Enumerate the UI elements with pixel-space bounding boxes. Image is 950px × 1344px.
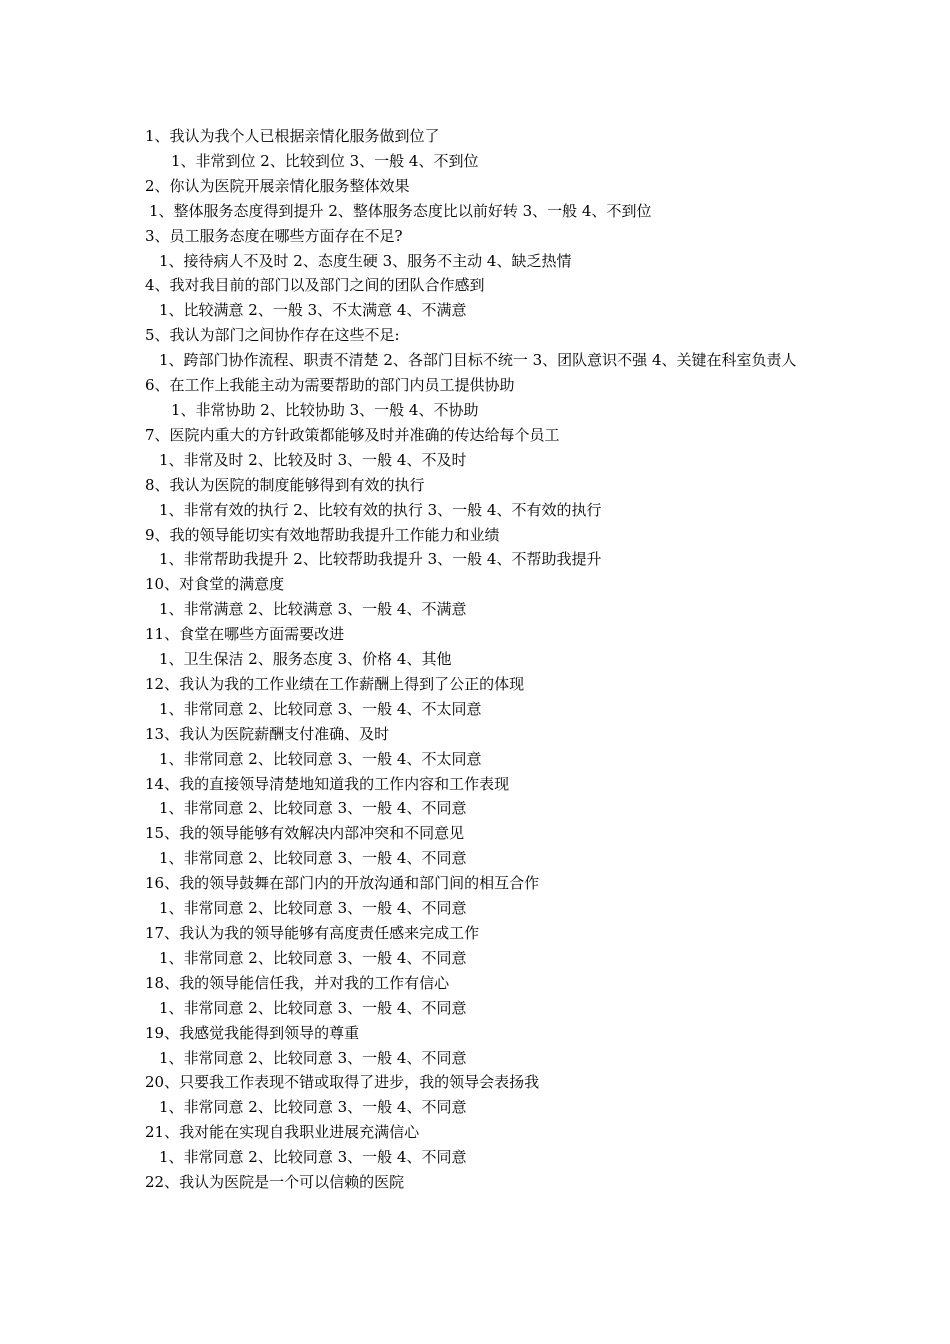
answer-options-15: 1、非常同意 2、比较同意 3、一般 4、不同意 xyxy=(159,849,467,868)
answer-options-4: 1、比较满意 2、一般 3、不太满意 4、不满意 xyxy=(159,301,467,320)
answer-options-17: 1、非常同意 2、比较同意 3、一般 4、不同意 xyxy=(159,948,467,967)
answer-options-12: 1、非常同意 2、比较同意 3、一般 4、不太同意 xyxy=(159,699,482,718)
answer-options-11: 1、卫生保洁 2、服务态度 3、价格 4、其他 xyxy=(159,650,452,669)
question-5: 5、我认为部门之间协作存在这些不足: xyxy=(145,326,400,345)
answer-options-20: 1、非常同意 2、比较同意 3、一般 4、不同意 xyxy=(159,1098,467,1117)
question-16: 16、我的领导鼓舞在部门内的开放沟通和部门间的相互合作 xyxy=(145,874,540,893)
answer-options-16: 1、非常同意 2、比较同意 3、一般 4、不同意 xyxy=(159,899,467,918)
question-6: 6、在工作上我能主动为需要帮助的部门内员工提供协助 xyxy=(145,376,515,395)
question-7: 7、医院内重大的方针政策都能够及时并准确的传达给每个员工 xyxy=(145,425,560,444)
question-17: 17、我认为我的领导能够有高度责任感来完成工作 xyxy=(145,924,480,942)
question-12: 12、我认为我的工作业绩在工作薪酬上得到了公正的体现 xyxy=(145,674,525,693)
answer-options-6: 1、非常协助 2、比较协助 3、一般 4、不协助 xyxy=(171,400,479,419)
answer-options-10: 1、非常满意 2、比较满意 3、一般 4、不满意 xyxy=(159,600,467,619)
answer-options-1: 1、非常到位 2、比较到位 3、一般 4、不到位 xyxy=(171,151,479,170)
question-4: 4、我对我目前的部门以及部门之间的团队合作感到 xyxy=(145,276,485,295)
answer-options-19: 1、非常同意 2、比较同意 3、一般 4、不同意 xyxy=(159,1048,467,1067)
question-21: 21、我对能在实现自我职业进展充满信心 xyxy=(145,1123,420,1142)
question-11: 11、食堂在哪些方面需要改进 xyxy=(145,625,345,644)
answer-options-5: 1、跨部门协作流程、职责不清楚 2、各部门目标不统一 3、团队意识不强 4、关键在科室负责人 xyxy=(159,351,797,370)
question-1: 1、我认为我个人已根据亲情化服务做到位了 xyxy=(145,127,440,145)
answer-options-18: 1、非常同意 2、比较同意 3、一般 4、不同意 xyxy=(159,998,467,1017)
answer-options-21: 1、非常同意 2、比较同意 3、一般 4、不同意 xyxy=(159,1148,467,1167)
question-10: 10、对食堂的满意度 xyxy=(145,575,285,594)
question-18: 18、我的领导能信任我，并对我的工作有信心 xyxy=(145,973,450,992)
question-20: 20、只要我工作表现不错或取得了进步，我的领导会表扬我 xyxy=(145,1073,540,1092)
question-22: 22、我认为医院是一个可以信赖的医院 xyxy=(145,1173,405,1192)
answer-options-7: 1、非常及时 2、比较及时 3、一般 4、不及时 xyxy=(159,450,467,469)
answer-options-14: 1、非常同意 2、比较同意 3、一般 4、不同意 xyxy=(159,799,467,818)
question-19: 19、我感觉我能得到领导的尊重 xyxy=(145,1023,360,1042)
survey-body xyxy=(145,124,815,1195)
question-3: 3、员工服务态度在哪些方面存在不足? xyxy=(145,226,403,245)
question-9: 9、我的领导能切实有效地帮助我提升工作能力和业绩 xyxy=(145,525,500,544)
answer-options-2: 1、整体服务态度得到提升 2、整体服务态度比以前好转 3、一般 4、不到位 xyxy=(149,201,652,220)
question-2: 2、你认为医院开展亲情化服务整体效果 xyxy=(145,176,410,195)
question-15: 15、我的领导能够有效解决内部冲突和不同意见 xyxy=(145,824,465,843)
answer-options-3: 1、接待病人不及时 2、态度生硬 3、服务不主动 4、缺乏热情 xyxy=(159,251,572,270)
answer-options-8: 1、非常有效的执行 2、比较有效的执行 3、一般 4、不有效的执行 xyxy=(159,500,602,519)
answer-options-9: 1、非常帮助我提升 2、比较帮助我提升 3、一般 4、不帮助我提升 xyxy=(159,550,602,569)
answer-options-13: 1、非常同意 2、比较同意 3、一般 4、不太同意 xyxy=(159,749,482,768)
question-14: 14、我的直接领导清楚地知道我的工作内容和工作表现 xyxy=(145,774,510,793)
question-13: 13、我认为医院薪酬支付准确、及时 xyxy=(145,724,390,743)
question-8: 8、我认为医院的制度能够得到有效的执行 xyxy=(145,475,425,494)
